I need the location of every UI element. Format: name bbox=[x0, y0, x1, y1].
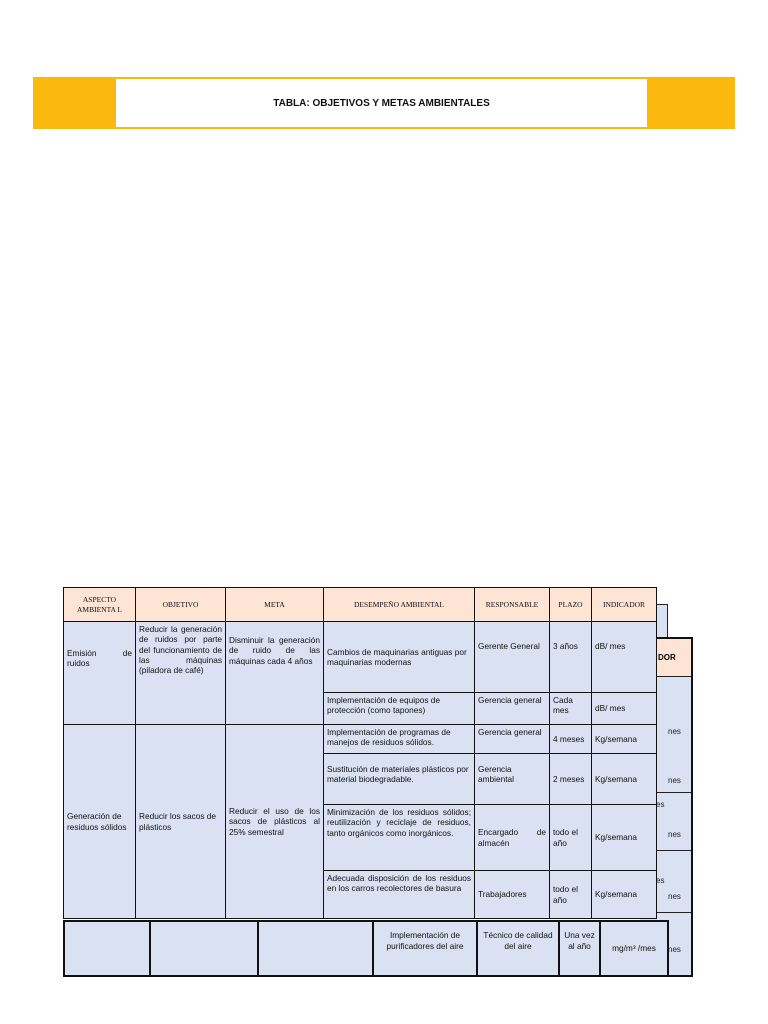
cell-plazo: 4 meses bbox=[550, 725, 592, 754]
cell-aspecto: Emisión de ruidos bbox=[64, 622, 136, 725]
cell-objetivo: Reducir los sacos de plásticos bbox=[136, 725, 226, 919]
cell-indicador: Kg/semana bbox=[592, 754, 657, 805]
cell-plazo: 2 meses bbox=[550, 754, 592, 805]
background-divider bbox=[656, 792, 691, 793]
cell-responsable: Gerencia general bbox=[475, 693, 550, 725]
cell-desempeno: Minimización de los residuos sólidos; reutilización y reciclaje de residuos, tanto orgánicos como inorgánicos. bbox=[324, 805, 475, 871]
background-header-fragment: DOR bbox=[655, 639, 691, 677]
cell-meta: Disminuir la generación de ruido de las máquinas cada 4 años bbox=[226, 622, 324, 725]
cell-indicador: Kg/semana bbox=[592, 871, 657, 919]
background-divider bbox=[656, 676, 691, 677]
cell-responsable: Técnico de calidad del aire bbox=[477, 921, 559, 976]
cell-plazo: 3 años bbox=[550, 622, 592, 693]
cell-desempeno: Adecuada disposición de los residuos en los carros recolectores de basura bbox=[324, 871, 475, 919]
table-header-row bbox=[64, 588, 657, 622]
table-row bbox=[64, 622, 657, 693]
background-text-fragment: nes bbox=[668, 727, 681, 736]
cell-indicador: Kg/semana bbox=[592, 725, 657, 754]
background-text-fragment: nes bbox=[668, 830, 681, 839]
cell-responsable: Trabajadores bbox=[475, 871, 550, 919]
table-row bbox=[64, 725, 657, 754]
cell-desempeno: Implementación de purificadores del aire bbox=[373, 921, 477, 976]
background-divider bbox=[656, 912, 691, 913]
cell-desempeno: Implementación de programas de manejos de residuos sólidos. bbox=[324, 725, 475, 754]
background-text-fragment: nes bbox=[668, 945, 681, 954]
cell-empty bbox=[258, 921, 373, 976]
cell-desempeno: Sustitución de materiales plásticos por material biodegradable. bbox=[324, 754, 475, 805]
cell-responsable: Gerente General bbox=[475, 622, 550, 693]
cell-responsable: Gerencia general bbox=[475, 725, 550, 754]
background-text-fragment: es bbox=[656, 800, 665, 809]
cell-desempeno: Implementación de equipos de protección (como tapones) bbox=[324, 693, 475, 725]
cell-meta: Reducir el uso de los sacos de plásticos al 25% semestral bbox=[226, 725, 324, 919]
cell-indicador: dB/ mes bbox=[592, 622, 657, 693]
background-text-fragment: es bbox=[656, 876, 665, 885]
header-responsable: RESPONSABLE bbox=[475, 588, 550, 622]
cell-plazo: todo el año bbox=[550, 805, 592, 871]
cell-indicador: mg/m³ /mes bbox=[600, 921, 668, 976]
cell-objetivo: Reducir la generación de ruidos por parte del funcionamiento de las máquinas (piladora de café) bbox=[136, 622, 226, 725]
background-text-fragment: nes bbox=[668, 892, 681, 901]
cell-empty bbox=[64, 921, 150, 976]
header-plazo: PLAZO bbox=[550, 588, 592, 622]
cell-plazo: Cada mes bbox=[550, 693, 592, 725]
cell-indicador: Kg/semana bbox=[592, 805, 657, 871]
bottom-row-table bbox=[63, 920, 669, 977]
header-aspecto: ASPECTO AMBIENTA L bbox=[64, 588, 136, 622]
header-objetivo: OBJETIVO bbox=[136, 588, 226, 622]
header-meta: META bbox=[226, 588, 324, 622]
objectives-table bbox=[63, 587, 657, 919]
cell-plazo: Una vez al año bbox=[559, 921, 600, 976]
cell-responsable: Gerencia ambiental bbox=[475, 754, 550, 805]
header-indicador: INDICADOR bbox=[592, 588, 657, 622]
title-banner bbox=[33, 77, 735, 129]
table-title: TABLA: OBJETIVOS Y METAS AMBIENTALES bbox=[116, 79, 647, 127]
cell-indicador: dB/ mes bbox=[592, 693, 657, 725]
background-divider bbox=[656, 850, 691, 851]
background-text-fragment: nes bbox=[668, 776, 681, 785]
cell-desempeno: Cambios de maquinarias antiguas por maquinarias modernas bbox=[324, 622, 475, 693]
cell-responsable: Encargado de almacén bbox=[475, 805, 550, 871]
header-desempeno: DESEMPEÑO AMBIENTAL bbox=[324, 588, 475, 622]
cell-aspecto: Generación de residuos sólidos bbox=[64, 725, 136, 919]
cell-empty bbox=[150, 921, 258, 976]
cell-plazo: todo el año bbox=[550, 871, 592, 919]
table-row bbox=[64, 921, 668, 976]
